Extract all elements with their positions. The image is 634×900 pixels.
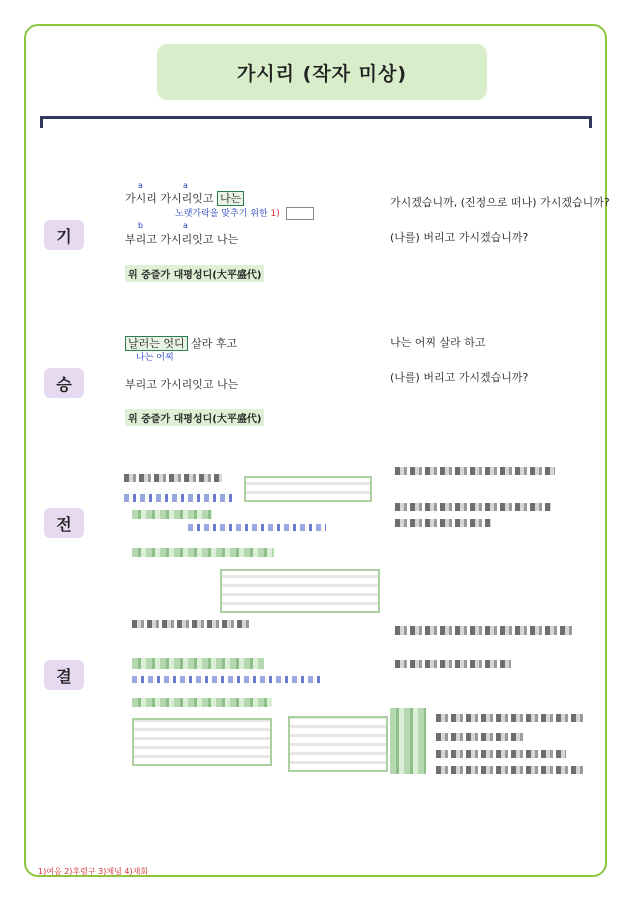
obscured-table-header (390, 708, 426, 774)
gi-boxed-word: 나는 (217, 191, 244, 206)
section-badge-gi: 기 (44, 220, 84, 250)
seung-refrain: 위 증즐가 대평성디(大平盛代) (125, 409, 264, 426)
mark-b: b (138, 221, 144, 230)
section-badge-jeon: 전 (44, 508, 84, 538)
obscured-note-box (288, 716, 388, 772)
obscured-text (124, 494, 234, 502)
obscured-text (132, 620, 250, 628)
title-box (157, 44, 487, 100)
footnote: 1)여음 2)후렴구 3)체념 4)재회 (38, 867, 149, 876)
obscured-text (395, 626, 575, 635)
gi-line-1-text: 가시리 가시리잇고 (125, 192, 214, 205)
mark-a: a (183, 221, 188, 230)
gi-gloss-text: 노랫가락을 맞추기 위한 (175, 209, 268, 219)
obscured-text (188, 524, 326, 531)
obscured-text (395, 519, 491, 527)
seung-line-2: 부리고 가시리잇고 나는 (125, 378, 239, 391)
mark-a: a (183, 181, 188, 190)
mark-a: a (138, 181, 143, 190)
obscured-text (436, 714, 586, 722)
obscured-text (132, 676, 320, 683)
section-badge-gyeol: 결 (44, 660, 84, 690)
seung-line-1 (125, 335, 237, 351)
obscured-text (395, 503, 551, 511)
seung-gloss: 나는 어찌 (136, 353, 174, 363)
seung-translation-2: (나를) 버리고 가시겠습니까? (390, 371, 529, 384)
obscured-highlight (132, 548, 274, 557)
obscured-highlight (132, 658, 264, 669)
obscured-text (436, 750, 566, 758)
obscured-text (395, 660, 511, 668)
section-badge-seung: 승 (44, 368, 84, 398)
gi-line-1 (125, 190, 244, 206)
gi-gloss-number: 1) (270, 209, 280, 219)
obscured-note-box (132, 718, 272, 766)
seung-boxed-phrase: 날러는 엇디 (125, 336, 188, 351)
obscured-highlight (132, 698, 272, 707)
gi-gloss (175, 206, 314, 220)
gi-line-2: 부리고 가시리잇고 나는 (125, 233, 239, 246)
page-title: 가시리 (작자 미상) (236, 62, 408, 85)
gi-refrain: 위 증즐가 대평성디(大平盛代) (125, 265, 264, 282)
obscured-text (436, 733, 526, 741)
answer-blank[interactable] (286, 207, 314, 220)
obscured-text (436, 766, 586, 774)
gi-translation-1: 가시겠습니까, (진정으로 떠나) 가시겠습니까? (390, 196, 610, 209)
obscured-highlight (132, 510, 212, 519)
seung-line-1-text: 살라 후고 (191, 337, 238, 350)
obscured-text (124, 474, 222, 482)
obscured-text (395, 467, 555, 475)
seung-translation-1: 나는 어찌 살라 하고 (390, 336, 486, 349)
gi-translation-2: (나를) 버리고 가시겠습니까? (390, 231, 529, 244)
obscured-note-box (244, 476, 372, 502)
obscured-note-box (220, 569, 380, 613)
bracket-divider (40, 116, 592, 128)
